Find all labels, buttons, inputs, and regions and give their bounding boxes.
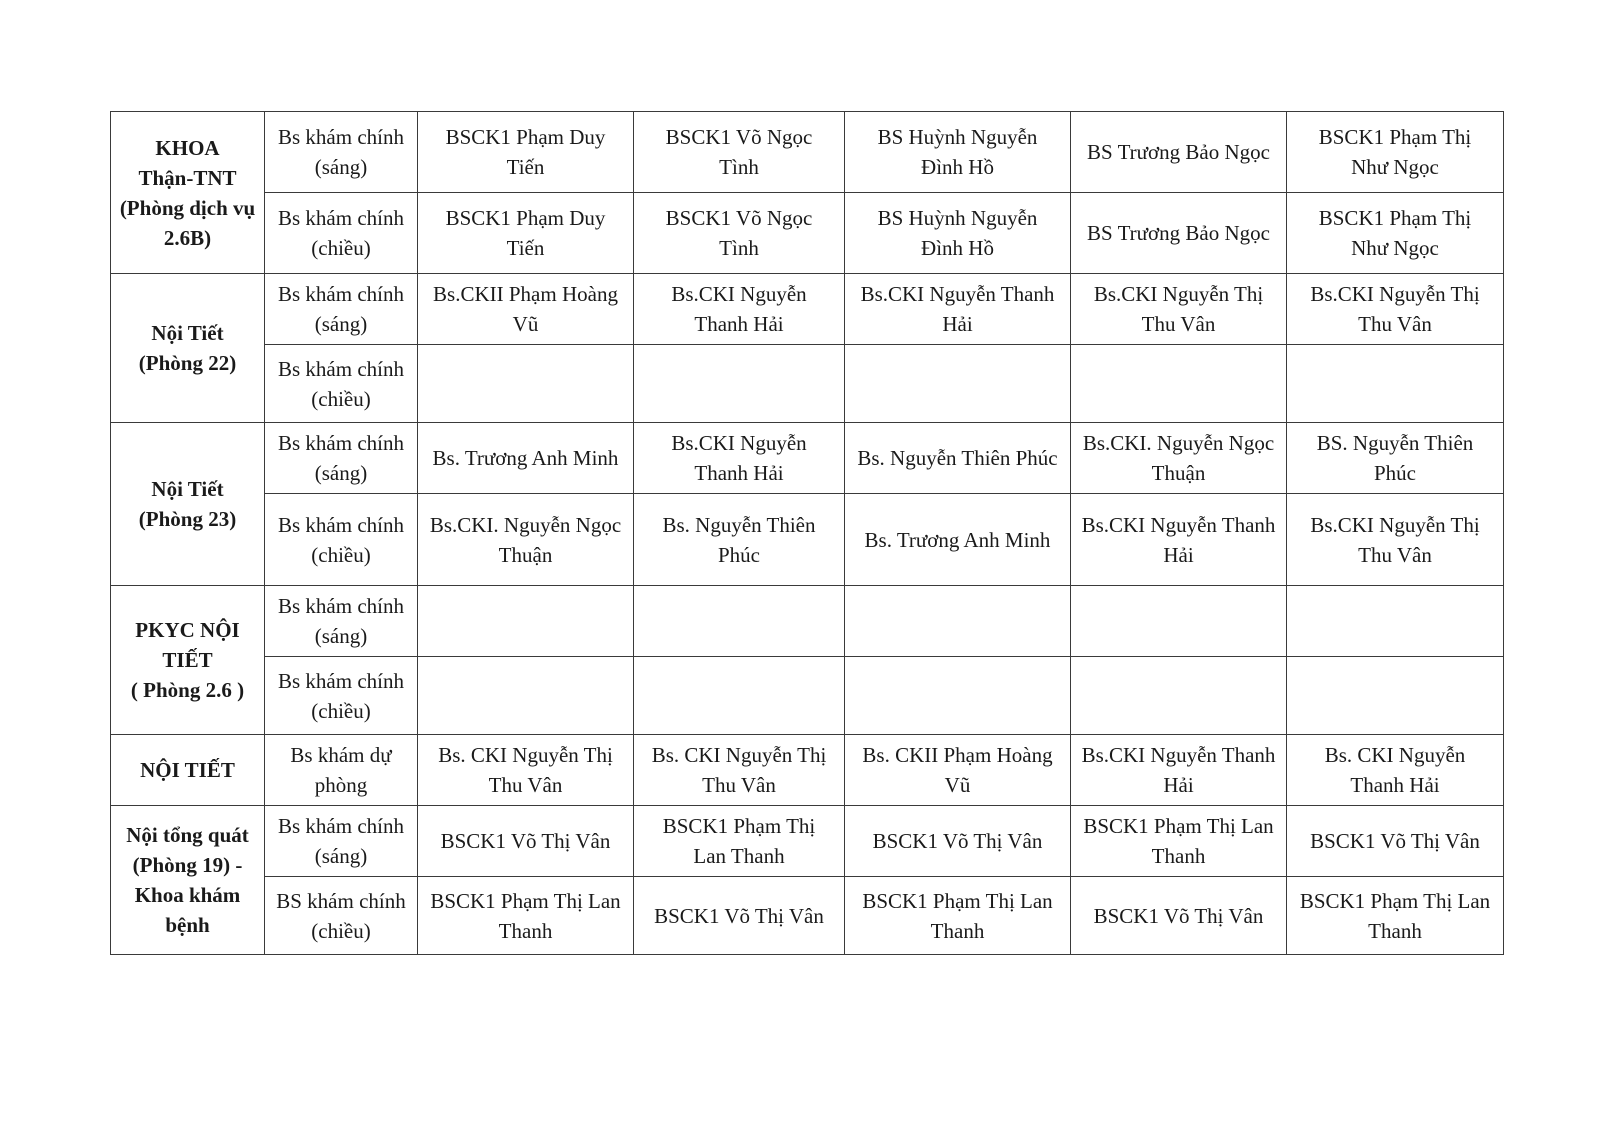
- doctor-cell: BSCK1 Võ Thị Vân: [418, 806, 634, 877]
- department-cell: KHOA Thận-TNT (Phòng dịch vụ 2.6B): [111, 112, 265, 274]
- doctor-cell: [418, 657, 634, 735]
- doctor-cell: BSCK1 Phạm Thị Lan Thanh: [1287, 877, 1504, 955]
- table-row: [111, 877, 1504, 955]
- doctor-cell: BSCK1 Phạm Thị Như Ngọc: [1287, 193, 1504, 274]
- department-cell: Nội Tiết (Phòng 23): [111, 423, 265, 586]
- department-cell: PKYC NỘI TIẾT ( Phòng 2.6 ): [111, 586, 265, 735]
- shift-cell: Bs khám chính (chiều): [265, 193, 418, 274]
- doctor-cell: BSCK1 Phạm Thị Lan Thanh: [418, 877, 634, 955]
- doctor-cell: Bs.CKI Nguyễn Thanh Hải: [1071, 735, 1287, 806]
- doctor-cell: Bs. CKI Nguyễn Thị Thu Vân: [418, 735, 634, 806]
- doctor-cell: [845, 345, 1071, 423]
- doctor-cell: BSCK1 Võ Thị Vân: [634, 877, 845, 955]
- doctor-cell: [845, 586, 1071, 657]
- doctor-cell: Bs. Nguyễn Thiên Phúc: [634, 494, 845, 586]
- doctor-cell: [1287, 345, 1504, 423]
- doctor-cell: BSCK1 Phạm Thị Lan Thanh: [845, 877, 1071, 955]
- shift-cell: Bs khám dự phòng: [265, 735, 418, 806]
- doctor-cell: BS Trương Bảo Ngọc: [1071, 112, 1287, 193]
- table-row: [111, 193, 1504, 274]
- table-row: [111, 345, 1504, 423]
- doctor-cell: BS. Nguyễn Thiên Phúc: [1287, 423, 1504, 494]
- doctor-cell: Bs. CKI Nguyễn Thanh Hải: [1287, 735, 1504, 806]
- doctor-cell: BSCK1 Phạm Duy Tiến: [418, 193, 634, 274]
- doctor-cell: [418, 586, 634, 657]
- shift-cell: Bs khám chính (chiều): [265, 657, 418, 735]
- doctor-cell: Bs. Nguyễn Thiên Phúc: [845, 423, 1071, 494]
- table-row: [111, 274, 1504, 345]
- doctor-cell: Bs.CKI Nguyễn Thị Thu Vân: [1287, 494, 1504, 586]
- duty-schedule-table: [110, 111, 1504, 955]
- table-row: [111, 735, 1504, 806]
- shift-cell: Bs khám chính (chiều): [265, 494, 418, 586]
- doctor-cell: Bs.CKI Nguyễn Thị Thu Vân: [1071, 274, 1287, 345]
- doctor-cell: BSCK1 Võ Ngọc Tình: [634, 112, 845, 193]
- doctor-cell: Bs.CKI. Nguyễn Ngọc Thuận: [1071, 423, 1287, 494]
- doctor-cell: [634, 345, 845, 423]
- doctor-cell: Bs.CKI Nguyễn Thanh Hải: [634, 423, 845, 494]
- doctor-cell: [1071, 657, 1287, 735]
- doctor-cell: BSCK1 Phạm Thị Lan Thanh: [1071, 806, 1287, 877]
- doctor-cell: [845, 657, 1071, 735]
- doctor-cell: BS Huỳnh Nguyễn Đình Hồ: [845, 193, 1071, 274]
- doctor-cell: Bs.CKI Nguyễn Thanh Hải: [845, 274, 1071, 345]
- shift-cell: Bs khám chính (chiều): [265, 345, 418, 423]
- shift-cell: Bs khám chính (sáng): [265, 112, 418, 193]
- table-row: [111, 112, 1504, 193]
- department-cell: Nội Tiết (Phòng 22): [111, 274, 265, 423]
- doctor-cell: BSCK1 Võ Thị Vân: [1071, 877, 1287, 955]
- doctor-cell: [634, 657, 845, 735]
- doctor-cell: BS Trương Bảo Ngọc: [1071, 193, 1287, 274]
- department-cell: NỘI TIẾT: [111, 735, 265, 806]
- doctor-cell: [1287, 657, 1504, 735]
- doctor-cell: [418, 345, 634, 423]
- doctor-cell: BSCK1 Phạm Thị Lan Thanh: [634, 806, 845, 877]
- doctor-cell: Bs.CKI. Nguyễn Ngọc Thuận: [418, 494, 634, 586]
- table-row: [111, 657, 1504, 735]
- shift-cell: Bs khám chính (sáng): [265, 423, 418, 494]
- table-row: [111, 423, 1504, 494]
- doctor-cell: Bs.CKI Nguyễn Thanh Hải: [1071, 494, 1287, 586]
- doctor-cell: Bs. CKII Phạm Hoàng Vũ: [845, 735, 1071, 806]
- doctor-cell: Bs.CKI Nguyễn Thị Thu Vân: [1287, 274, 1504, 345]
- doctor-cell: BSCK1 Phạm Thị Như Ngọc: [1287, 112, 1504, 193]
- shift-cell: BS khám chính (chiều): [265, 877, 418, 955]
- shift-cell: Bs khám chính (sáng): [265, 586, 418, 657]
- doctor-cell: BSCK1 Phạm Duy Tiến: [418, 112, 634, 193]
- shift-cell: Bs khám chính (sáng): [265, 806, 418, 877]
- doctor-cell: [1071, 345, 1287, 423]
- doctor-cell: BSCK1 Võ Thị Vân: [1287, 806, 1504, 877]
- doctor-cell: Bs.CKII Phạm Hoàng Vũ: [418, 274, 634, 345]
- department-cell: Nội tổng quát (Phòng 19) - Khoa khám bệnh: [111, 806, 265, 955]
- doctor-cell: [1287, 586, 1504, 657]
- table-row: [111, 806, 1504, 877]
- doctor-cell: [1071, 586, 1287, 657]
- table-row: [111, 494, 1504, 586]
- doctor-cell: Bs. CKI Nguyễn Thị Thu Vân: [634, 735, 845, 806]
- table-row: [111, 586, 1504, 657]
- doctor-cell: BSCK1 Võ Thị Vân: [845, 806, 1071, 877]
- doctor-cell: Bs. Trương Anh Minh: [418, 423, 634, 494]
- doctor-cell: BSCK1 Võ Ngọc Tình: [634, 193, 845, 274]
- doctor-cell: Bs.CKI Nguyễn Thanh Hải: [634, 274, 845, 345]
- doctor-cell: BS Huỳnh Nguyễn Đình Hồ: [845, 112, 1071, 193]
- doctor-cell: Bs. Trương Anh Minh: [845, 494, 1071, 586]
- doctor-cell: [634, 586, 845, 657]
- shift-cell: Bs khám chính (sáng): [265, 274, 418, 345]
